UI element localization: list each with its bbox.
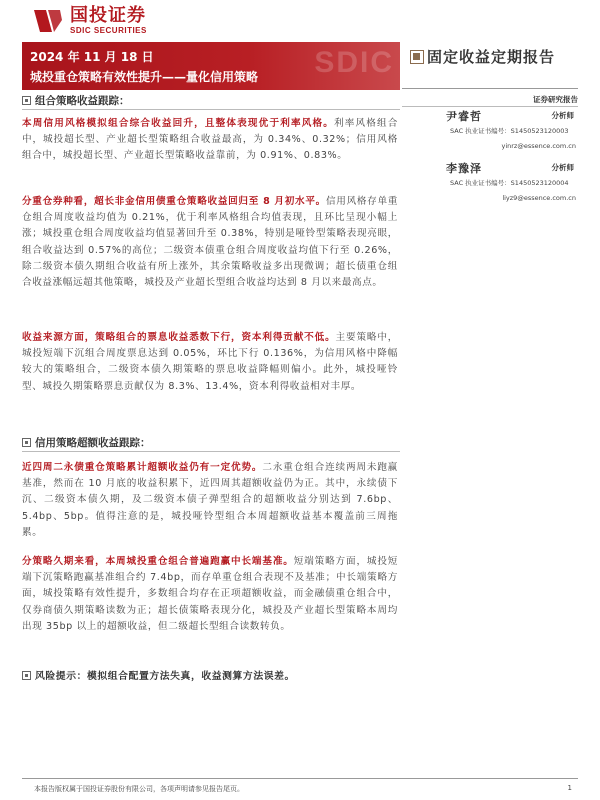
main-content xyxy=(22,94,400,682)
paragraph-lead: 近四周二永债重仓策略累计超额收益仍有一定优势。 xyxy=(22,462,263,473)
banner-watermark: SDIC xyxy=(314,46,394,79)
paragraph-lead: 分策略久期来看，本周城投重仓组合普遍跑赢中长端基准。 xyxy=(22,556,294,567)
paragraph-2 xyxy=(22,194,398,291)
paragraph-3 xyxy=(22,330,398,395)
divider xyxy=(402,88,578,89)
risk-warning xyxy=(22,668,398,682)
page-number: 1 xyxy=(567,784,572,792)
section-bullet-icon xyxy=(22,671,31,680)
section-heading-text: 组合策略收益跟踪： xyxy=(35,94,130,107)
analyst-name: 尹睿哲 xyxy=(446,110,482,123)
company-logo xyxy=(32,6,147,36)
footer-disclaimer: 本报告版权属于国投证券股份有限公司，各项声明请参见报告尾页。 xyxy=(34,785,244,793)
paragraph-body: 二永重仓组合连续两周未跑赢基准，然而在 10 月底的收益积累下，近四周其超额收益仍为正。其中，永续债下沉、二级资本债久期，及二级资本债子弹型组合的超额收益分别达到 7.6bp、5.4bp、5bp。值得注意的是，城投哑铃型组合本周超额收益基本覆盖前三周拖累。 xyxy=(22,462,398,538)
paragraph-body: 信用风格存单重仓组合周度收益均值为 0.21%，优于利率风格组合均值表现，且环比呈现小幅上涨；城投重仓组合周度收益均值显著回升至 0.38%，特别是哑铃型策略表现亮眼，组合收益达到 0.57%的高位；二级资本债重仓组合周度收益均值下行至 0.26%，除二级资本债久期组合收益有所上涨外，其余策略收益多出现微调；超长债重仓组合收益涨幅远超其他策略，城投及产业超长型组合收益均达到 8 月以来最高点。 xyxy=(22,196,398,289)
report-type-header xyxy=(410,46,555,67)
report-title: 城投重仓策略有效性提升——量化信用策略 xyxy=(30,70,259,84)
sidebar-label: 证券研究报告 xyxy=(533,95,578,104)
report-type-icon xyxy=(410,50,424,64)
paragraph-body: 主要策略中，城投短端下沉组合周度票息达到 0.05%，环比下行 0.136%，为信用风格中降幅较大的策略组合，二级资本债久期策略的票息收益降幅则偏小。此外，城投哑铃型、城投久期策略票息贡献仅为 8.3%、13.4%，资本利得收益相对丰厚。 xyxy=(22,332,398,392)
title-banner xyxy=(22,42,400,90)
paragraph-lead: 分重仓券种看，超长非金信用债重仓策略收益回归至 8 月初水平。 xyxy=(22,196,326,207)
analyst-certificate: SAC 执业证书编号：S1450523120004 xyxy=(450,179,569,187)
logo-english-name: SDIC SECURITIES xyxy=(70,26,147,35)
risk-warning-text: 风险提示：模拟组合配置方法失真，收益测算方法误差。 xyxy=(35,671,295,682)
paragraph-body: 短端策略方面，城投短端下沉策略跑赢基准组合约 7.4bp，而存单重仓组合表现不及基准；中长端策略方面，城投策略有效性提升，多数组合均存在正项超额收益，而金融债重仓组合中，仅券商债久期策略读数为正；超长债策略表现分化，城投及产业超长型策略本周均出现 35bp 以上的超额收益，但二级超长型组合读数转负。 xyxy=(22,556,398,632)
paragraph-lead: 收益来源方面，策略组合的票息收益悉数下行，资本利得贡献不低。 xyxy=(22,332,336,343)
report-type-label: 固定收益定期报告 xyxy=(427,48,556,66)
logo-chinese-name: 国投证券 xyxy=(70,5,146,26)
report-date: 2024 年 11 月 18 日 xyxy=(30,50,154,64)
analyst-certificate: SAC 执业证书编号：S1450523120003 xyxy=(450,127,569,135)
analyst-email[interactable]: liyz9@essence.com.cn xyxy=(502,194,576,202)
analyst-name: 李豫泽 xyxy=(446,162,482,175)
section-bullet-icon xyxy=(22,96,31,105)
paragraph-lead: 本周信用风格模拟组合综合收益回升，且整体表现优于利率风格。 xyxy=(22,118,334,129)
analyst-role: 分析师 xyxy=(551,111,574,120)
divider xyxy=(402,106,578,107)
paragraph-1 xyxy=(22,116,398,165)
paragraph-4 xyxy=(22,460,398,541)
paragraph-5 xyxy=(22,554,398,635)
sdic-logo-icon xyxy=(32,6,64,36)
section-heading-text: 信用策略超额收益跟踪： xyxy=(35,436,151,449)
section-bullet-icon xyxy=(22,438,31,447)
footer-divider xyxy=(22,778,578,779)
section-heading-portfolio xyxy=(22,94,400,110)
analyst-email[interactable]: yinrz@essence.com.cn xyxy=(501,142,576,150)
paragraph-body: 利率风格组合中，城投超长型、产业超长型策略组合收益最高，为 0.34%、0.32%；信用风格组合中，城投超长型、产业超长型策略收益靠前，为 0.91%、0.83%。 xyxy=(22,118,398,162)
section-heading-excess xyxy=(22,436,400,452)
analyst-role: 分析师 xyxy=(551,163,574,172)
